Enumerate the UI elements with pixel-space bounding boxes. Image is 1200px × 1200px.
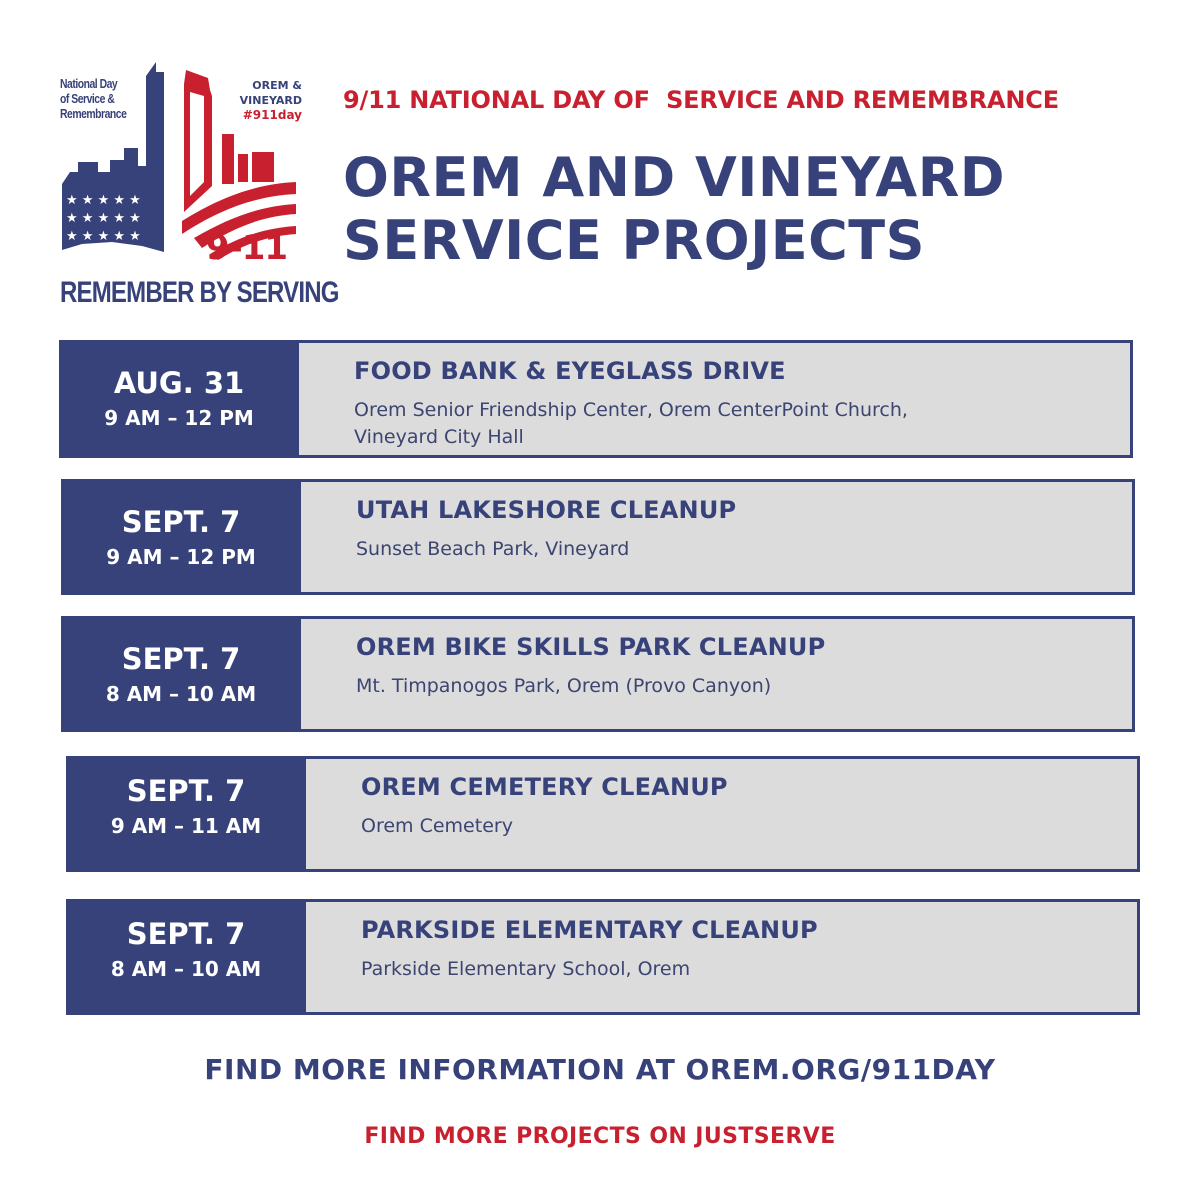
logo-tagline: REMEMBER BY SERVING xyxy=(60,276,339,309)
header-kicker: 9/11 NATIONAL DAY OF SERVICE AND REMEMBRANCE xyxy=(343,86,1059,114)
event-date: SEPT. 7 xyxy=(126,774,246,808)
event-card xyxy=(61,479,1135,595)
event-time: 8 AM – 10 AM xyxy=(105,682,257,706)
event-date: SEPT. 7 xyxy=(126,917,246,951)
event-date-box xyxy=(66,756,306,872)
event-details xyxy=(356,496,1112,563)
event-details xyxy=(361,916,1117,983)
event-title: PARKSIDE ELEMENTARY CLEANUP xyxy=(361,916,818,944)
logo-right-line: VINEYARD xyxy=(239,94,302,107)
event-title: OREM BIKE SKILLS PARK CLEANUP xyxy=(356,633,826,661)
logo-number: 9-11 xyxy=(206,228,288,268)
justserve-link[interactable]: FIND MORE PROJECTS ON JUSTSERVE xyxy=(364,1124,836,1149)
event-location-line: Vineyard City Hall xyxy=(354,426,524,448)
event-title: UTAH LAKESHORE CLEANUP xyxy=(356,496,737,524)
logo-right-line: OREM & xyxy=(252,79,302,92)
event-time: 9 AM – 11 AM xyxy=(110,814,262,838)
svg-text:★ ★ ★ ★ ★: ★ ★ ★ ★ ★ xyxy=(66,211,141,226)
event-date-box xyxy=(59,340,299,458)
page-title xyxy=(343,146,1005,272)
logo-left-text xyxy=(60,76,132,121)
event-date: SEPT. 7 xyxy=(121,642,241,676)
logo-right-text xyxy=(202,78,302,123)
logo-left-line: National Day xyxy=(60,76,118,91)
event-details xyxy=(356,633,1112,700)
event-title: FOOD BANK & EYEGLASS DRIVE xyxy=(354,357,786,385)
event-details xyxy=(361,773,1117,840)
svg-text:★ ★ ★ ★ ★: ★ ★ ★ ★ ★ xyxy=(66,193,141,208)
event-location: Parkside Elementary School, Orem xyxy=(361,958,691,980)
logo-left-line: of Service & xyxy=(60,91,115,106)
logo-hashtag: #911day xyxy=(242,108,302,122)
event-date: AUG. 31 xyxy=(113,366,245,400)
event-logo xyxy=(52,56,339,311)
event-title: OREM CEMETERY CLEANUP xyxy=(361,773,728,801)
event-time: 9 AM – 12 PM xyxy=(106,545,256,569)
event-card xyxy=(66,756,1140,872)
event-card xyxy=(61,616,1135,732)
title-line: SERVICE PROJECTS xyxy=(343,209,925,272)
event-time: 8 AM – 10 AM xyxy=(110,957,262,981)
event-location: Sunset Beach Park, Vineyard xyxy=(356,538,630,560)
event-location: Orem Cemetery xyxy=(361,815,513,837)
logo-left-line: Remembrance xyxy=(60,106,127,121)
event-time: 9 AM – 12 PM xyxy=(104,406,254,430)
event-date-box xyxy=(61,616,301,732)
event-location xyxy=(354,397,1110,451)
event-card xyxy=(59,340,1133,458)
event-date-box xyxy=(66,899,306,1015)
event-location: Mt. Timpanogos Park, Orem (Provo Canyon) xyxy=(356,675,772,697)
event-card xyxy=(66,899,1140,1015)
event-date: SEPT. 7 xyxy=(121,505,241,539)
title-line: OREM AND VINEYARD xyxy=(343,146,1006,209)
svg-text:★ ★ ★ ★ ★: ★ ★ ★ ★ ★ xyxy=(66,229,141,244)
event-date-box xyxy=(61,479,301,595)
more-info-link[interactable]: FIND MORE INFORMATION AT OREM.ORG/911DAY xyxy=(204,1053,996,1086)
event-details xyxy=(354,357,1110,451)
event-location-line: Orem Senior Friendship Center, Orem CenterPoint Church, xyxy=(354,399,908,421)
